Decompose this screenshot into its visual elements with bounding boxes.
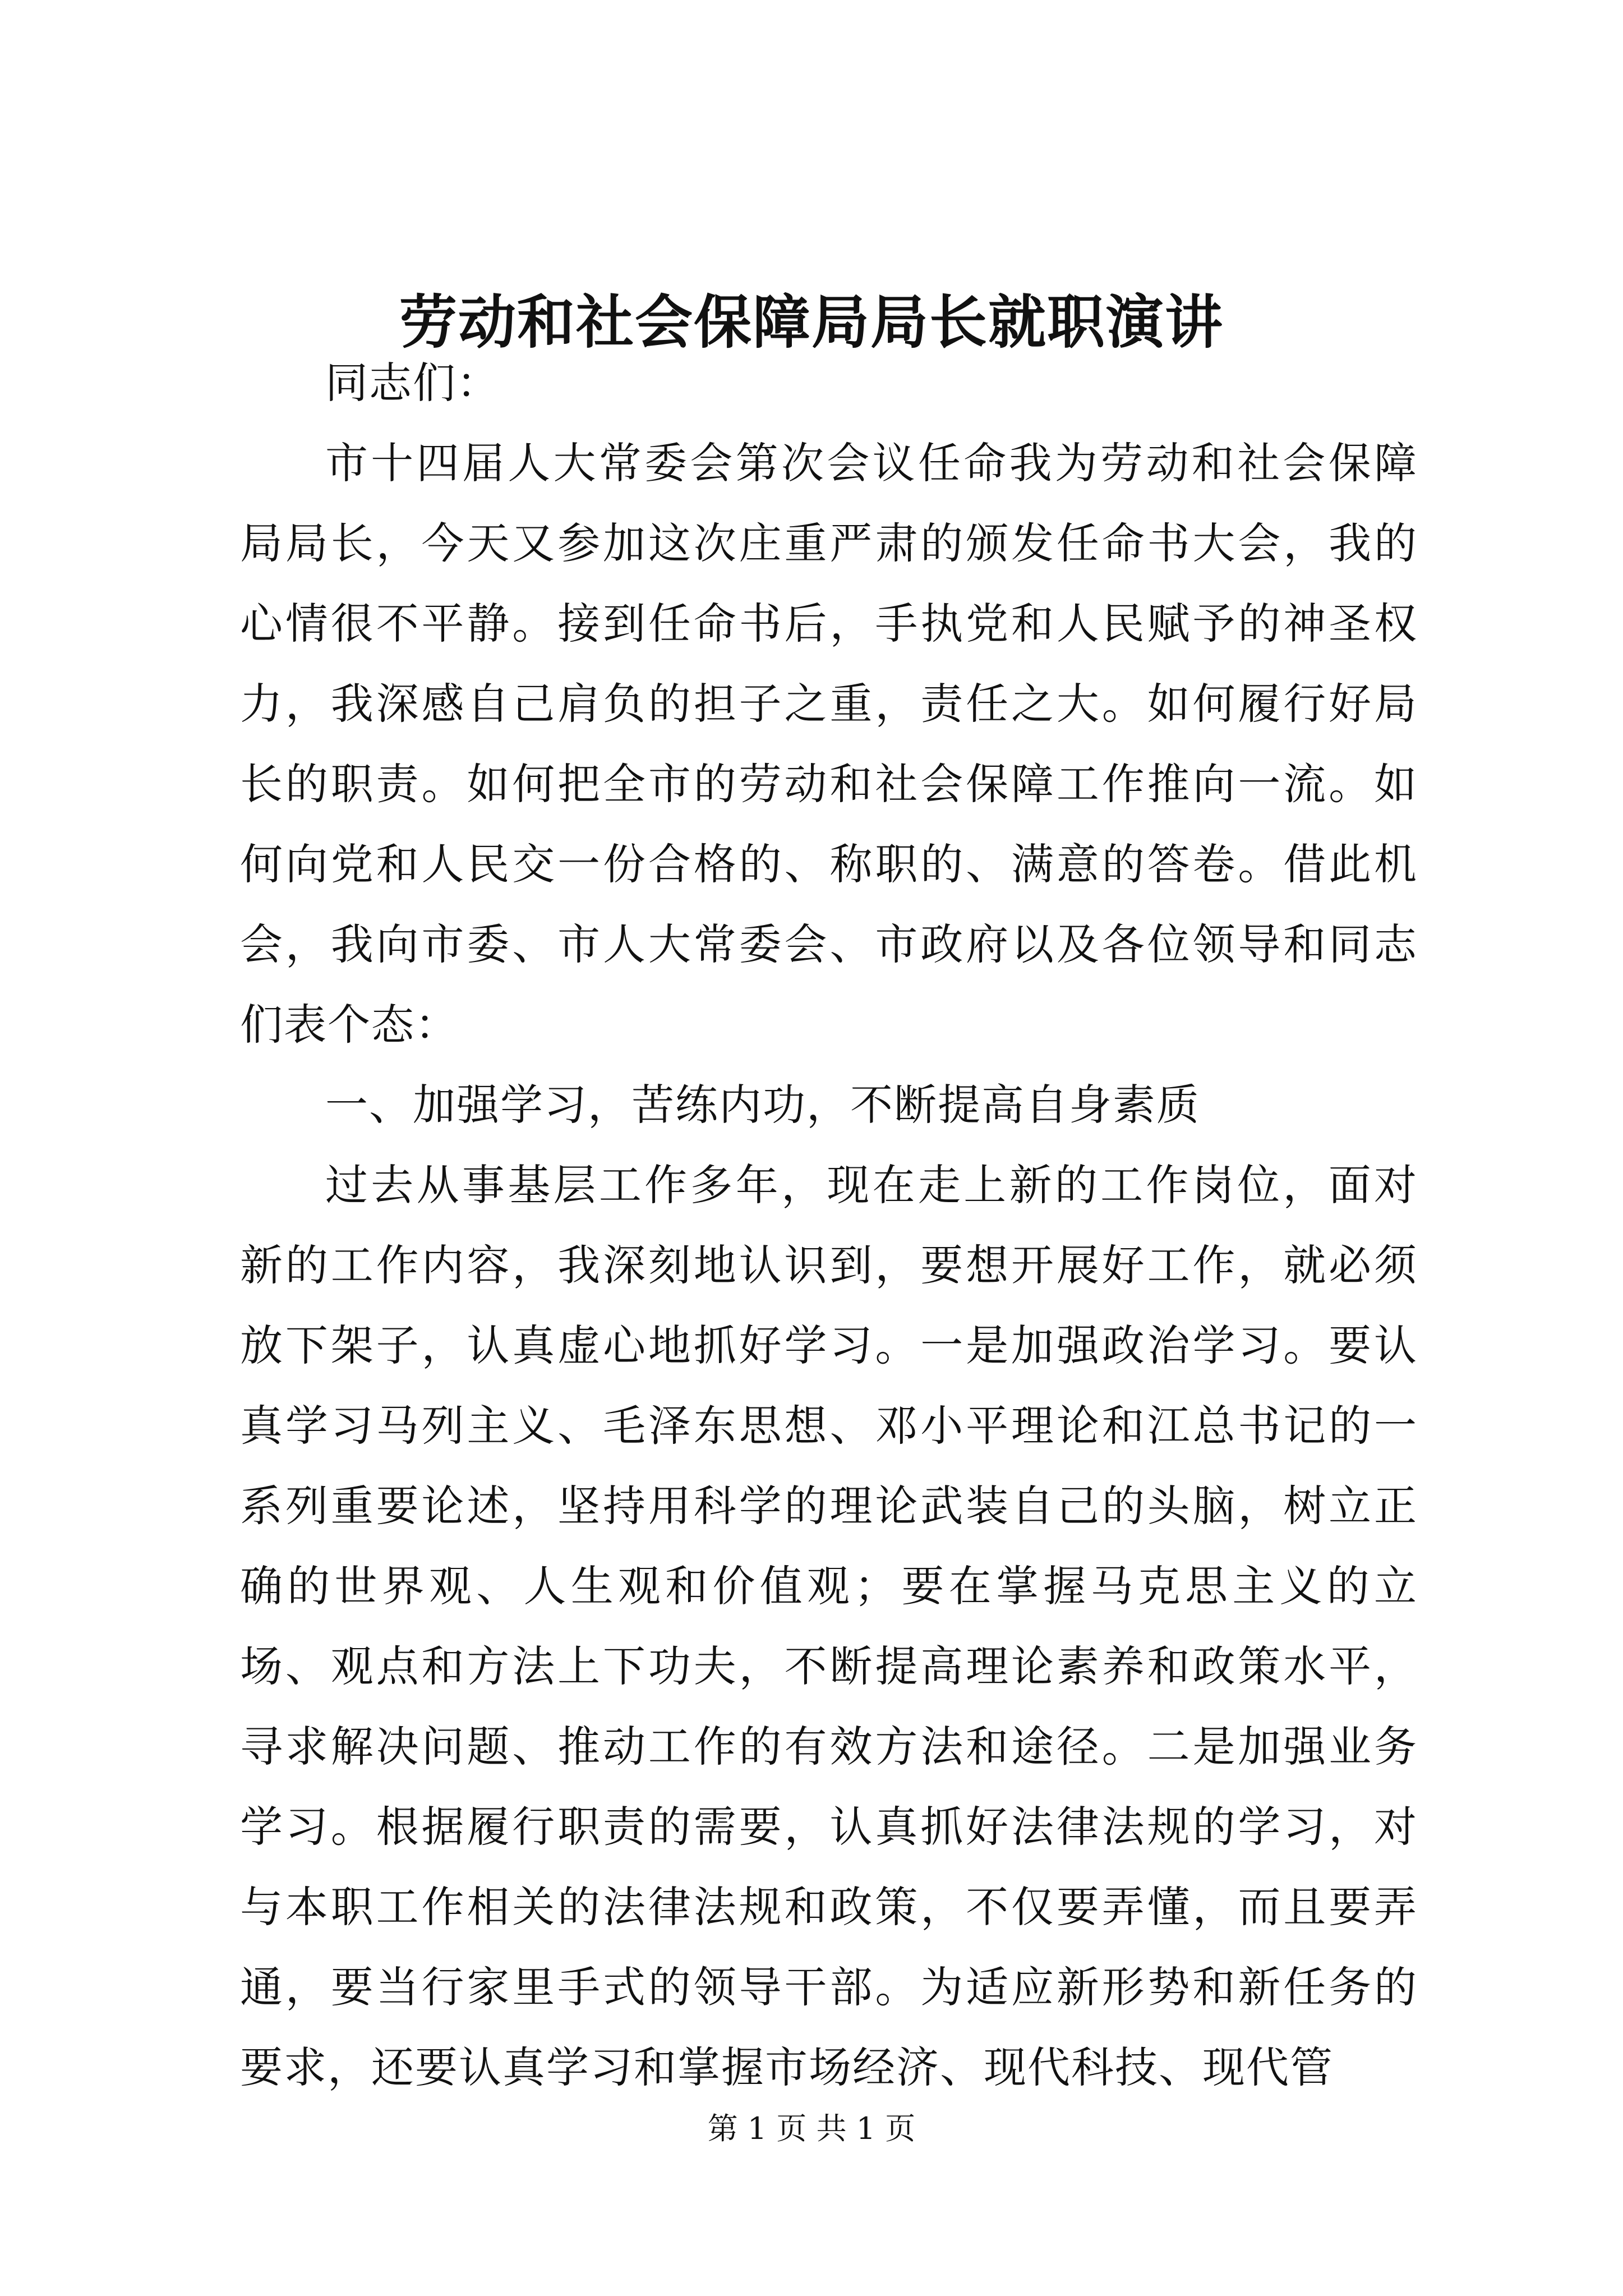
section-heading: 一、加强学习，苦练内功，不断提高自身素质 <box>325 1080 1200 1130</box>
page-footer: 第 1 页 共 1 页 <box>707 2111 916 2146</box>
salutation-paragraph: 同志们： <box>325 358 500 408</box>
body-paragraph: 市十四届人大常委会第次会议任命我为劳动和社会保障局局长，今天又参加这次庄重严肃的颁发任命书大会，我的心情很不平静。接到任命书后，手执党和人民赋予的神圣权力，我深感自己肩负的担子之重，责任之大。如何履行好局长的职责。如何把全市的劳动和社会保障工作推向一流。如何向党和人民交一份合格的、称职的、满意的答卷。借此机会，我向市委、市人大常委会、市政府以及各位领导和同志们表个态： <box>240 438 1418 1050</box>
document-body <box>240 343 1418 2108</box>
document-title: 劳动和社会保障局局长就职演讲 <box>399 288 1224 356</box>
body-paragraph: 过去从事基层工作多年，现在走上新的工作岗位，面对新的工作内容，我深刻地认识到，要想开展好工作，就必须放下架子，认真虚心地抓好学习。一是加强政治学习。要认真学习马列主义、毛泽东思想、邓小平理论和江总书记的一系列重要论述，坚持用科学的理论武装自己的头脑，树立正确的世界观、人生观和价值观；要在掌握马克思主义的立场、观点和方法上下功夫，不断提高理论素养和政策水平，寻求解决问题、推动工作的有效方法和途径。二是加强业务学习。根据履行职责的需要，认真抓好法律法规的学习，对与本职工作相关的法律法规和政策，不仅要弄懂，而且要弄通，要当行家里手式的领导干部。为适应新形势和新任务的要求，还要认真学习和掌握市场经济、现代科技、现代管 <box>240 1160 1418 2092</box>
